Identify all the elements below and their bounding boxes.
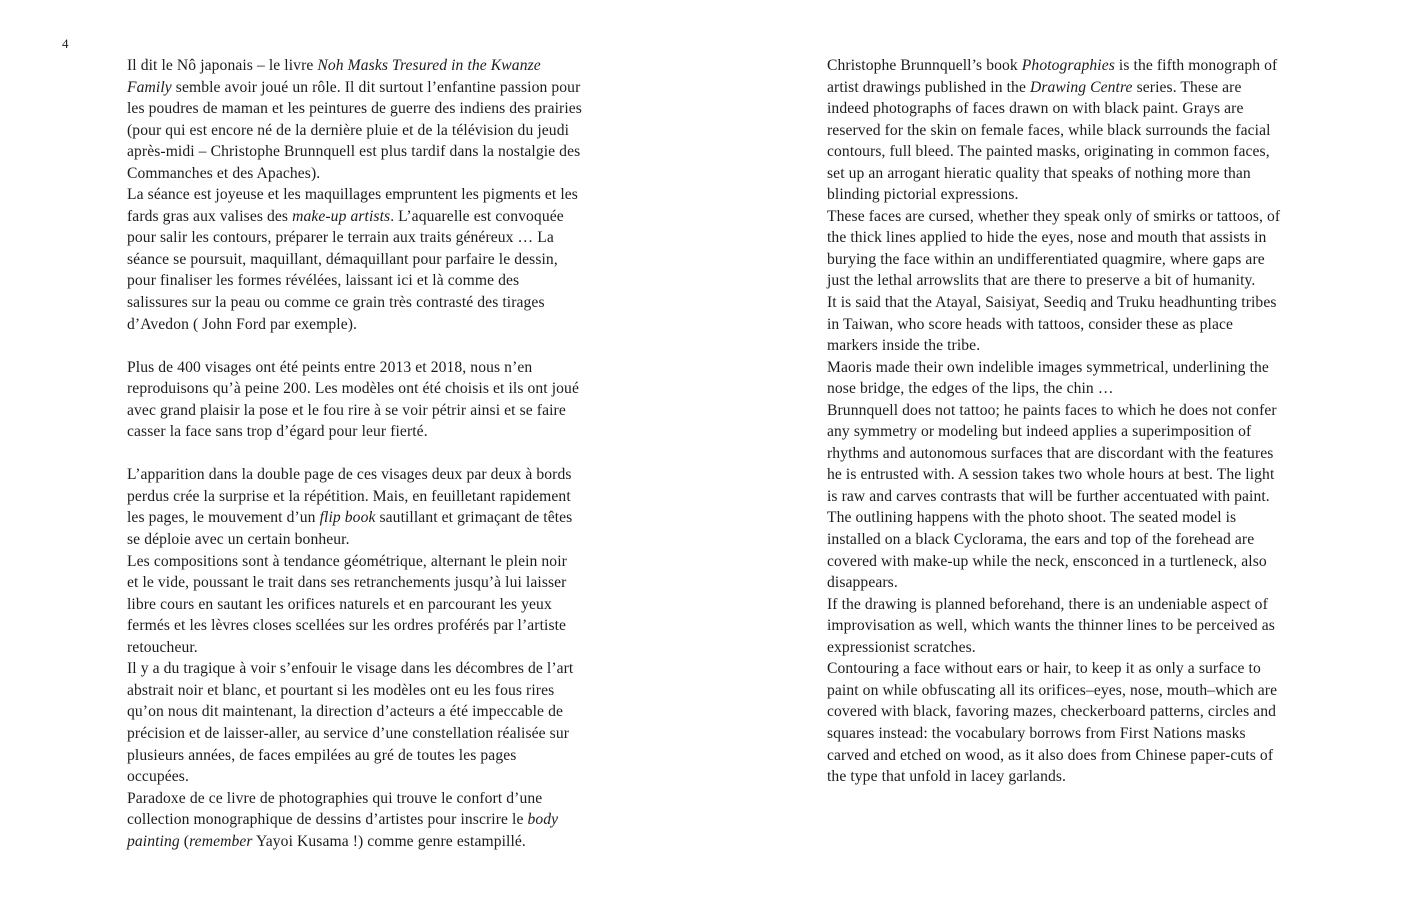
right-text-column — [827, 55, 1282, 788]
paragraph — [827, 206, 1282, 292]
text-run: Christophe Brunnquell’s book — [827, 57, 1022, 74]
italic-text-run: Drawing Centre — [1029, 78, 1133, 96]
text-run: Paradoxe de ce livre de photographies qui trouve le confort d’une collection monographique de dessins d’artistes pour inscrire le — [127, 789, 543, 829]
paragraph — [827, 400, 1282, 508]
text-run: sautillant et grimaçant de têtes se déploie avec un certain bonheur. — [127, 509, 573, 549]
text-run: Plus de 400 visages ont été peints entre 2013 et 2018, nous n’en reproduisons qu’à peine 200. Les modèles ont été choisis et ils ont joué avec grand plaisir la pose et le fou rire à se voir pétrir ainsi et se faire casser la face sans trop d’égard pour leur fierté. — [127, 358, 579, 441]
text-run: It is said that the Atayal, Saisiyat, Seediq and Truku headhunting tribes in Taiwan, who score heads with tattoos, consider these as place markers inside the tribe. — [827, 294, 1277, 355]
italic-text-run: body painting — [127, 811, 559, 850]
text-run: Il y a du tragique à voir s’enfouir le visage dans les décombres de l’art abstrait noir et blanc, et pourtant si les modèles ont eu les fous rires qu’on nous dit maintenant, la direction d’acteurs a été impeccable de précision et de laisser-aller, au service d’une constellation réalisée sur plusieurs années, de faces empilées au gré de toutes les pages occupées. — [127, 660, 574, 786]
text-run: ( — [179, 832, 190, 850]
text-run: semble avoir joué un rôle. Il dit surtout l’enfantine passion pour les poudres de maman et les peintures de guerre des indiens des prairies (pour qui est encore né de la dernière pluie et de la télévision du jeudi après-midi – Christophe Brunnquell est plus tardif dans la nostalgie des Commanches et des Apaches). — [127, 78, 582, 182]
paragraph — [827, 594, 1282, 659]
italic-text-run: make-up artists — [292, 207, 391, 225]
paragraph — [127, 551, 582, 659]
italic-text-run: remember — [189, 832, 253, 850]
text-run: is the fifth monograph of artist drawings published in the — [827, 57, 1278, 96]
paragraph — [827, 55, 1282, 206]
paragraph — [127, 184, 582, 335]
text-run: The outlining happens with the photo shoot. The seated model is installed on a black Cyclorama, the ears and top of the forehead are covered with make-up while the neck, ensconced in a turtleneck, also disappears. — [827, 509, 1267, 592]
paragraph — [827, 507, 1282, 593]
paragraph — [127, 788, 582, 853]
text-run: L’apparition dans la double page de ces visages deux par deux à bords perdus crée la surprise et la répétition. Mais, en feuilletant rapidement les pages, le mouvement d’un — [127, 466, 572, 527]
italic-text-run: Photographies — [1021, 57, 1115, 74]
text-run: . L’aquarelle est convoquée pour salir les contours, préparer le terrain aux traits généreux … La séance se poursuit, maquillant, démaquillant pour parfaire le dessin, pour finaliser les formes révélées, laissant ici et là comme des salissures sur la peau ou comme ce grain très contrasté des tirages d’Avedon ( John Ford par exemple). — [127, 207, 564, 333]
text-run: Contouring a face without ears or hair, to keep it as only a surface to paint on while obfuscating all its orifices–eyes, nose, mouth–which are covered with black, favoring mazes, checkerboard patterns, circles and squares instead: the vocabulary borrows from First Nations masks carved and etched on wood, as it also does from Chinese paper-cuts of the type that unfold in lacey garlands. — [827, 660, 1278, 786]
text-run: Les compositions sont à tendance géométrique, alternant le plein noir et le vide, poussant le trait dans ses retranchements jusqu’à lui laisser libre cours en sautant les orifices naturels et en parcourant les yeux fermés et les lèvres closes scellées sur les ordres proférés par l’artiste retoucheur. — [127, 552, 567, 656]
italic-text-run: Noh Masks Tresured in the Kwanze Family — [127, 57, 541, 96]
paragraph — [827, 658, 1282, 787]
left-text-column — [127, 55, 582, 852]
text-run: If the drawing is planned beforehand, there is an undeniable aspect of improvisation as well, which wants the thinner lines to be perceived as expressionist scratches. — [827, 595, 1275, 656]
text-run: Brunnquell does not tattoo; he paints faces to which he does not confer any symmetry or modeling but indeed applies a superimposition of rhythms and autonomous surfaces that are discordant with the features he is entrusted with. A session takes two whole hours at best. The light is raw and carves contrasts that will be further accentuated with paint. — [827, 401, 1277, 505]
paragraph — [827, 357, 1282, 400]
text-run: Il dit le Nô japonais – le livre — [127, 57, 318, 74]
italic-text-run: flip book — [319, 509, 376, 527]
paragraph — [127, 464, 582, 550]
text-run: These faces are cursed, whether they speak only of smirks or tattoos, of the thick lines applied to hide the eyes, nose and mouth that assists in burying the face within an undifferentiated quagmire, where gaps are just the lethal arrowslits that are there to preserve a bit of humanity. — [827, 207, 1281, 290]
paragraph — [127, 658, 582, 787]
text-run: series. These are indeed photographs of faces drawn on with black paint. Grays are reserved for the skin on female faces, while black surrounds the facial contours, full bleed. The painted masks, originating in common faces, set up an arrogant hieratic quality that speaks of nothing more than blinding pictorial expressions. — [827, 78, 1271, 204]
paragraph — [827, 292, 1282, 357]
page-number: 4 — [62, 36, 69, 51]
paragraph — [127, 357, 582, 443]
text-run: Yayoi Kusama !) comme genre estampillé. — [252, 832, 526, 850]
paragraph — [127, 55, 582, 184]
text-run: Maoris made their own indelible images symmetrical, underlining the nose bridge, the edges of the lips, the chin … — [827, 358, 1269, 398]
text-run: La séance est joyeuse et les maquillages empruntent les pigments et les fards gras aux valises des — [127, 186, 578, 225]
